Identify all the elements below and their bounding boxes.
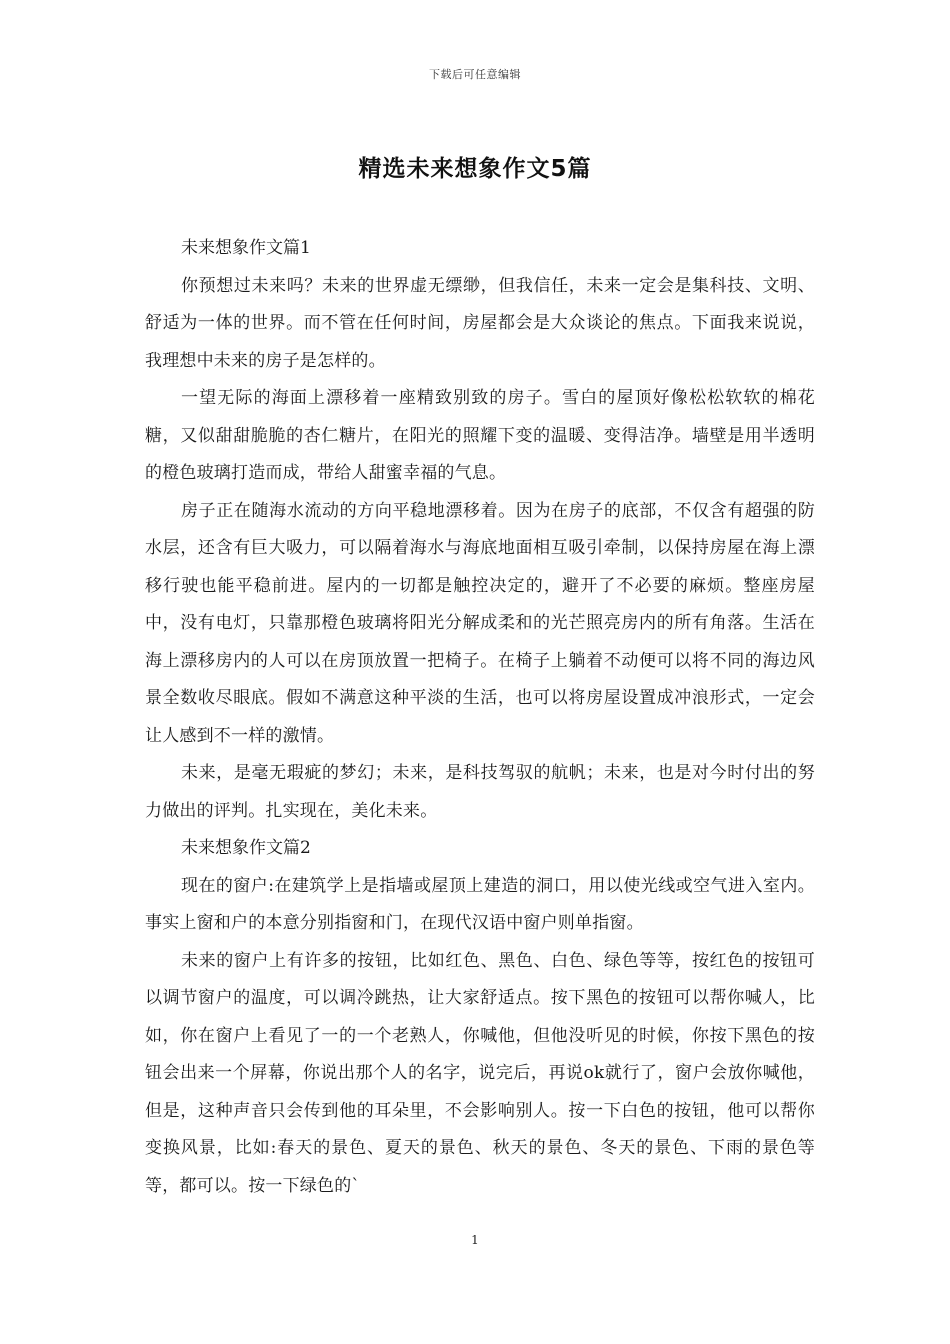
document-body xyxy=(145,230,815,1205)
header-note: 下载后可任意编辑 xyxy=(429,68,521,81)
paragraph: 一望无际的海面上漂移着一座精致别致的房子。雪白的屋顶好像松松软软的棉花糖，又似甜甜脆脆的杏仁糖片，在阳光的照耀下变的温暖、变得洁净。墙壁是用半透明的橙色玻璃打造而成，带给人甜蜜幸福的气息。 xyxy=(145,388,815,483)
paragraph: 现在的窗户:在建筑学上是指墙或屋顶上建造的洞口，用以使光线或空气进入室内。事实上窗和户的本意分别指窗和门，在现代汉语中窗户则单指窗。 xyxy=(145,875,815,933)
section-heading: 未来想象作文篇2 xyxy=(181,838,311,858)
paragraph: 房子正在随海水流动的方向平稳地漂移着。因为在房子的底部，不仅含有超强的防水层，还含有巨大吸力，可以隔着海水与海底地面相互吸引牵制，以保持房屋在海上漂移行驶也能平稳前进。屋内的一切都是触控决定的，避开了不必要的麻烦。整座房屋中，没有电灯，只靠那橙色玻璃将阳光分解成柔和的光芒照亮房内的所有角落。生活在海上漂移房内的人可以在房顶放置一把椅子。在椅子上躺着不动便可以将不同的海边风景全数收尽眼底。假如不满意这种平淡的生活，也可以将房屋设置成冲浪形式，一定会让人感到不一样的激情。 xyxy=(145,500,815,746)
paragraph: 你预想过未来吗？未来的世界虚无缥缈，但我信任，未来一定会是集科技、文明、舒适为一体的世界。而不管在任何时间，房屋都会是大众谈论的焦点。下面我来说说，我理想中未来的房子是怎样的。 xyxy=(145,275,815,371)
paragraph: 未来的窗户上有许多的按钮，比如红色、黑色、白色、绿色等等，按红色的按钮可以调节窗户的温度，可以调冷跳热，让大家舒适点。按下黑色的按钮可以帮你喊人，比如，你在窗户上看见了一的一个老熟人，你喊他，但他没听见的时候，你按下黑色的按钮会出来一个屏幕，你说出那个人的名字，说完后，再说ok就行了，窗户会放你喊他，但是，这种声音只会传到他的耳朵里，不会影响别人。按一下白色的按钮，他可以帮你变换风景，比如:春天的景色、夏天的景色、秋天的景色、冬天的景色、下雨的景色等等，都可以。按一下绿色的` xyxy=(145,950,815,1196)
document-title: 精选未来想象作文5篇 xyxy=(358,156,592,182)
page-number: 1 xyxy=(471,1233,479,1247)
section-heading: 未来想象作文篇1 xyxy=(181,238,311,258)
paragraph: 未来，是毫无瑕疵的梦幻；未来，是科技驾驭的航帆；未来，也是对今时付出的努力做出的评判。扎实现在，美化未来。 xyxy=(145,763,815,821)
